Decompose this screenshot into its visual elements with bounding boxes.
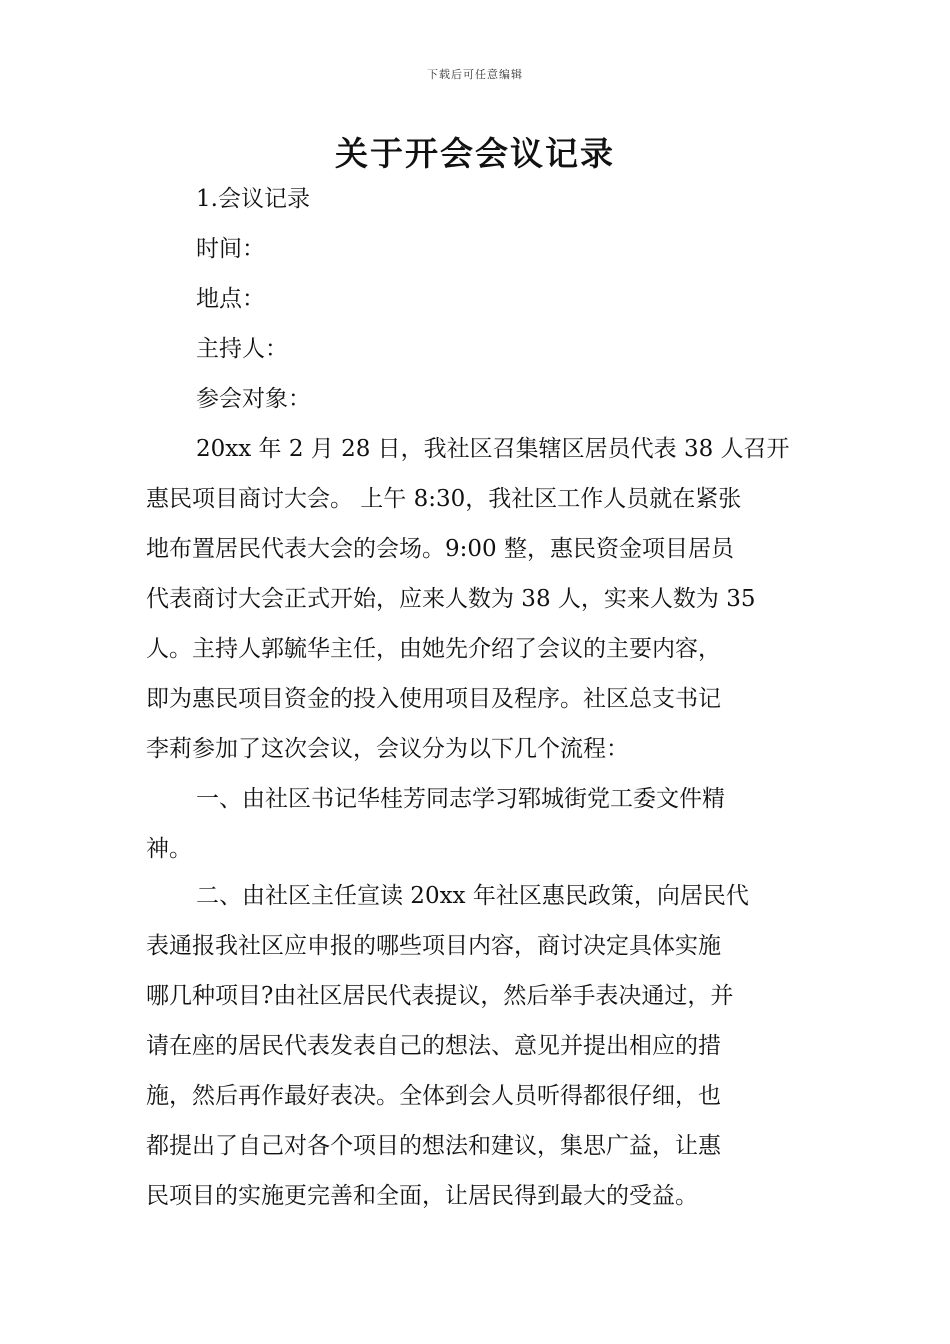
paragraph-line: 都提出了自己对各个项目的想法和建议，集思广益，让惠	[146, 1133, 721, 1159]
paragraph-line: 哪几种项目?由社区居民代表提议，然后举手表决通过，并	[146, 983, 734, 1009]
paragraph-line: 民项目的实施更完善和全面，让居民得到最大的受益。	[146, 1183, 698, 1209]
paragraph-line: 表通报我社区应申报的哪些项目内容，商讨决定具体实施	[146, 933, 721, 959]
paragraph-line: 神。	[146, 836, 192, 862]
paragraph-line: 李莉参加了这次会议，会议分为以下几个流程：	[146, 736, 629, 762]
section-heading: 1.会议记录	[196, 186, 310, 212]
time-label: 时间：	[196, 236, 265, 262]
paragraph-line: 代表商讨大会正式开始，应来人数为 38 人，实来人数为 35	[146, 586, 756, 612]
paragraph-line: 惠民项目商讨大会。 上午 8:30，我社区工作人员就在紧张	[146, 486, 742, 512]
paragraph-line: 地布置居民代表大会的会场。9:00 整，惠民资金项目居员	[146, 536, 734, 562]
paragraph-line: 人。主持人郭毓华主任，由她先介绍了会议的主要内容，	[146, 636, 721, 662]
paragraph-line: 请在座的居民代表发表自己的想法、意见并提出相应的措	[146, 1033, 721, 1059]
paragraph-line: 施，然后再作最好表决。全体到会人员听得都很仔细，也	[146, 1083, 721, 1109]
paragraph-line: 20xx 年 2 月 28 日，我社区召集辖区居员代表 38 人召开	[196, 436, 790, 462]
place-label: 地点：	[196, 286, 265, 312]
page-title: 关于开会会议记录	[335, 134, 615, 173]
paragraph-line: 即为惠民项目资金的投入使用项目及程序。社区总支书记	[146, 686, 721, 712]
attendees-label: 参会对象：	[196, 386, 311, 412]
paragraph-line: 二、由社区主任宣读 20xx 年社区惠民政策，向居民代	[196, 883, 749, 909]
header-note: 下载后可任意编辑	[427, 68, 523, 81]
paragraph-line: 一、由社区书记华桂芳同志学习郓城街党工委文件精	[196, 786, 725, 812]
host-label: 主持人：	[196, 336, 288, 362]
